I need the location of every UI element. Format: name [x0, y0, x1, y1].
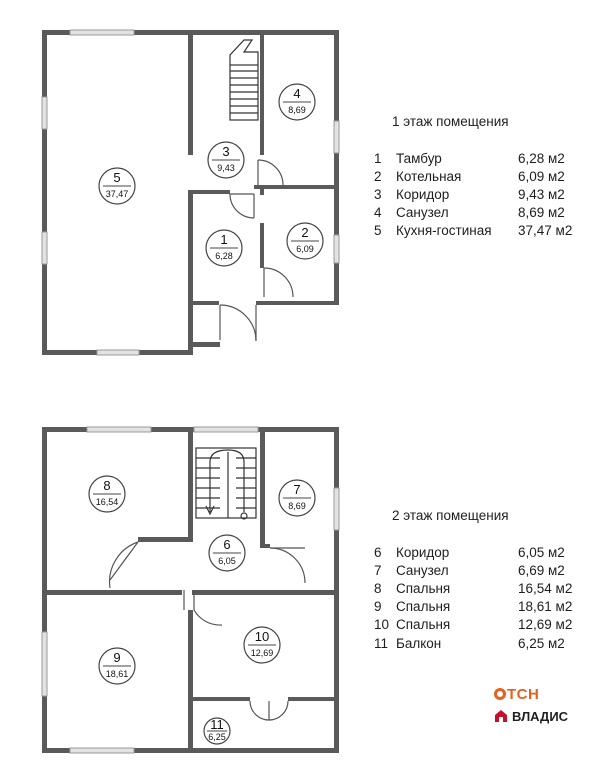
room-markers [89, 84, 323, 744]
door [220, 305, 256, 341]
wall [188, 190, 230, 194]
window [194, 427, 258, 432]
legend-row [374, 598, 572, 616]
legend-row [374, 149, 572, 167]
wall [334, 30, 339, 190]
window [70, 30, 134, 35]
room-marker [204, 717, 230, 744]
room-number: 5 [113, 170, 121, 185]
legend-room-name: Спальня [396, 599, 451, 615]
room-number: 3 [222, 144, 230, 159]
vladis-logo-text: ВЛАДИС [512, 709, 569, 724]
legend-room-name: Санузел [396, 205, 449, 221]
room-number: 1 [220, 232, 228, 247]
wall [260, 189, 264, 195]
legend-room-number: 4 [374, 205, 382, 221]
door [270, 548, 305, 583]
legend-row [374, 579, 572, 597]
room-number: 6 [223, 537, 231, 552]
room-area: 6,09 [296, 244, 314, 254]
legend-room-area: 12,69 м2 [518, 617, 573, 633]
room-area: 12,69 [250, 648, 274, 658]
room-area: 9,43 [217, 163, 235, 173]
wall [260, 35, 264, 155]
wall [42, 30, 47, 355]
wall [192, 590, 339, 595]
legend-room-name: Санузел [396, 562, 449, 578]
room-marker [99, 168, 135, 204]
floor2-legend [374, 508, 572, 652]
tsh-logo [494, 686, 539, 703]
legend-room-area: 16,54 м2 [518, 580, 573, 596]
room-area: 6,25 [208, 732, 226, 742]
room-area: 8,69 [288, 501, 306, 511]
vladis-logo [494, 709, 568, 724]
legend-room-name: Кухня-гостиная [396, 223, 492, 239]
wall [188, 190, 193, 355]
room-number: 9 [113, 650, 121, 665]
legend-row [374, 543, 572, 561]
tsh-ring-icon [494, 688, 506, 700]
legend-row [374, 167, 572, 185]
legend-room-number: 1 [374, 150, 382, 166]
floor2-legend-title: 2 этаж помещения [392, 508, 509, 523]
legend-room-number: 10 [374, 617, 390, 633]
legend-room-number: 8 [374, 580, 382, 596]
floor1-legend [374, 114, 572, 240]
wall [192, 748, 339, 753]
room-number: 2 [301, 225, 309, 240]
staircase [230, 40, 258, 120]
wall [256, 301, 339, 305]
legend-row [374, 561, 572, 579]
legend-room-number: 7 [374, 562, 382, 578]
wall [188, 432, 193, 542]
room-marker [244, 627, 280, 663]
legend-row [374, 616, 572, 634]
door [264, 268, 293, 297]
wall [193, 301, 219, 305]
house-icon [494, 709, 508, 723]
door [258, 160, 283, 185]
room-number: 8 [103, 478, 111, 493]
legend-room-name: Котельная [396, 168, 462, 184]
legend-room-area: 6,69 м2 [518, 562, 565, 578]
room-number: 4 [293, 86, 301, 101]
room-number: 11 [210, 717, 224, 732]
room-marker [287, 223, 323, 259]
legend-room-area: 18,61 м2 [518, 599, 573, 615]
window [70, 748, 134, 753]
legend-room-area: 6,25 м2 [518, 635, 565, 651]
legend-room-name: Тамбур [396, 150, 442, 166]
wall [188, 30, 193, 155]
door [230, 194, 254, 218]
wall [260, 544, 270, 548]
legend-room-area: 6,09 м2 [518, 168, 565, 184]
wall [188, 697, 250, 701]
room-marker [279, 480, 315, 516]
wall [138, 537, 193, 542]
legend-row [374, 222, 572, 240]
room-marker [206, 230, 242, 266]
wall [260, 432, 265, 547]
legend-room-number: 5 [374, 223, 382, 239]
legend-room-name: Коридор [396, 186, 450, 202]
legend-room-name: Коридор [396, 544, 450, 560]
window [42, 632, 47, 696]
room-area: 8,69 [288, 105, 306, 115]
window [42, 232, 47, 264]
room-marker [99, 648, 135, 684]
door [110, 542, 138, 588]
room-number: 7 [293, 482, 301, 497]
window [334, 488, 339, 530]
room-area: 6,28 [215, 251, 233, 261]
window [334, 235, 339, 263]
legend-room-area: 8,69 м2 [518, 205, 565, 221]
legend-room-number: 11 [374, 635, 389, 651]
window [42, 97, 47, 129]
legend-room-number: 3 [374, 186, 382, 202]
legend-row [374, 185, 572, 203]
room-marker [279, 84, 315, 120]
window [87, 427, 151, 432]
window [334, 121, 339, 153]
staircase [196, 448, 256, 519]
tsh-logo-text: ТСН [507, 686, 540, 703]
room-area: 16,54 [95, 497, 119, 507]
floor1-legend-table [374, 149, 572, 240]
legend-room-area: 37,47 м2 [518, 223, 573, 239]
wall [188, 610, 193, 753]
legend-row [374, 204, 572, 222]
legend-room-area: 9,43 м2 [518, 186, 565, 202]
room-area: 6,05 [218, 556, 236, 566]
room-marker [89, 476, 125, 512]
wall [254, 185, 339, 189]
wall [260, 223, 264, 268]
room-area: 18,61 [105, 669, 129, 679]
wall [288, 697, 339, 701]
window [97, 350, 139, 355]
legend-room-number: 6 [374, 544, 382, 560]
room-marker [208, 142, 244, 178]
wall [188, 342, 220, 347]
room-marker [209, 535, 245, 571]
floor2-plan [42, 427, 339, 753]
legend-room-number: 9 [374, 599, 382, 615]
room-area: 37,47 [105, 189, 129, 199]
floor1-plan [42, 30, 339, 355]
legend-room-area: 6,28 м2 [518, 150, 565, 166]
floor1-legend-title: 1 этаж помещения [392, 114, 509, 129]
balcony-door [250, 701, 288, 720]
legend-room-name: Балкон [396, 635, 442, 651]
legend-row [374, 634, 572, 652]
legend-room-name: Спальня [396, 617, 451, 633]
legend-room-name: Спальня [396, 580, 451, 596]
legend-room-area: 6,05 м2 [518, 544, 565, 560]
legend-room-number: 2 [374, 168, 382, 184]
wall [42, 590, 182, 595]
floor2-legend-table [374, 543, 572, 652]
room-number: 10 [254, 629, 270, 644]
